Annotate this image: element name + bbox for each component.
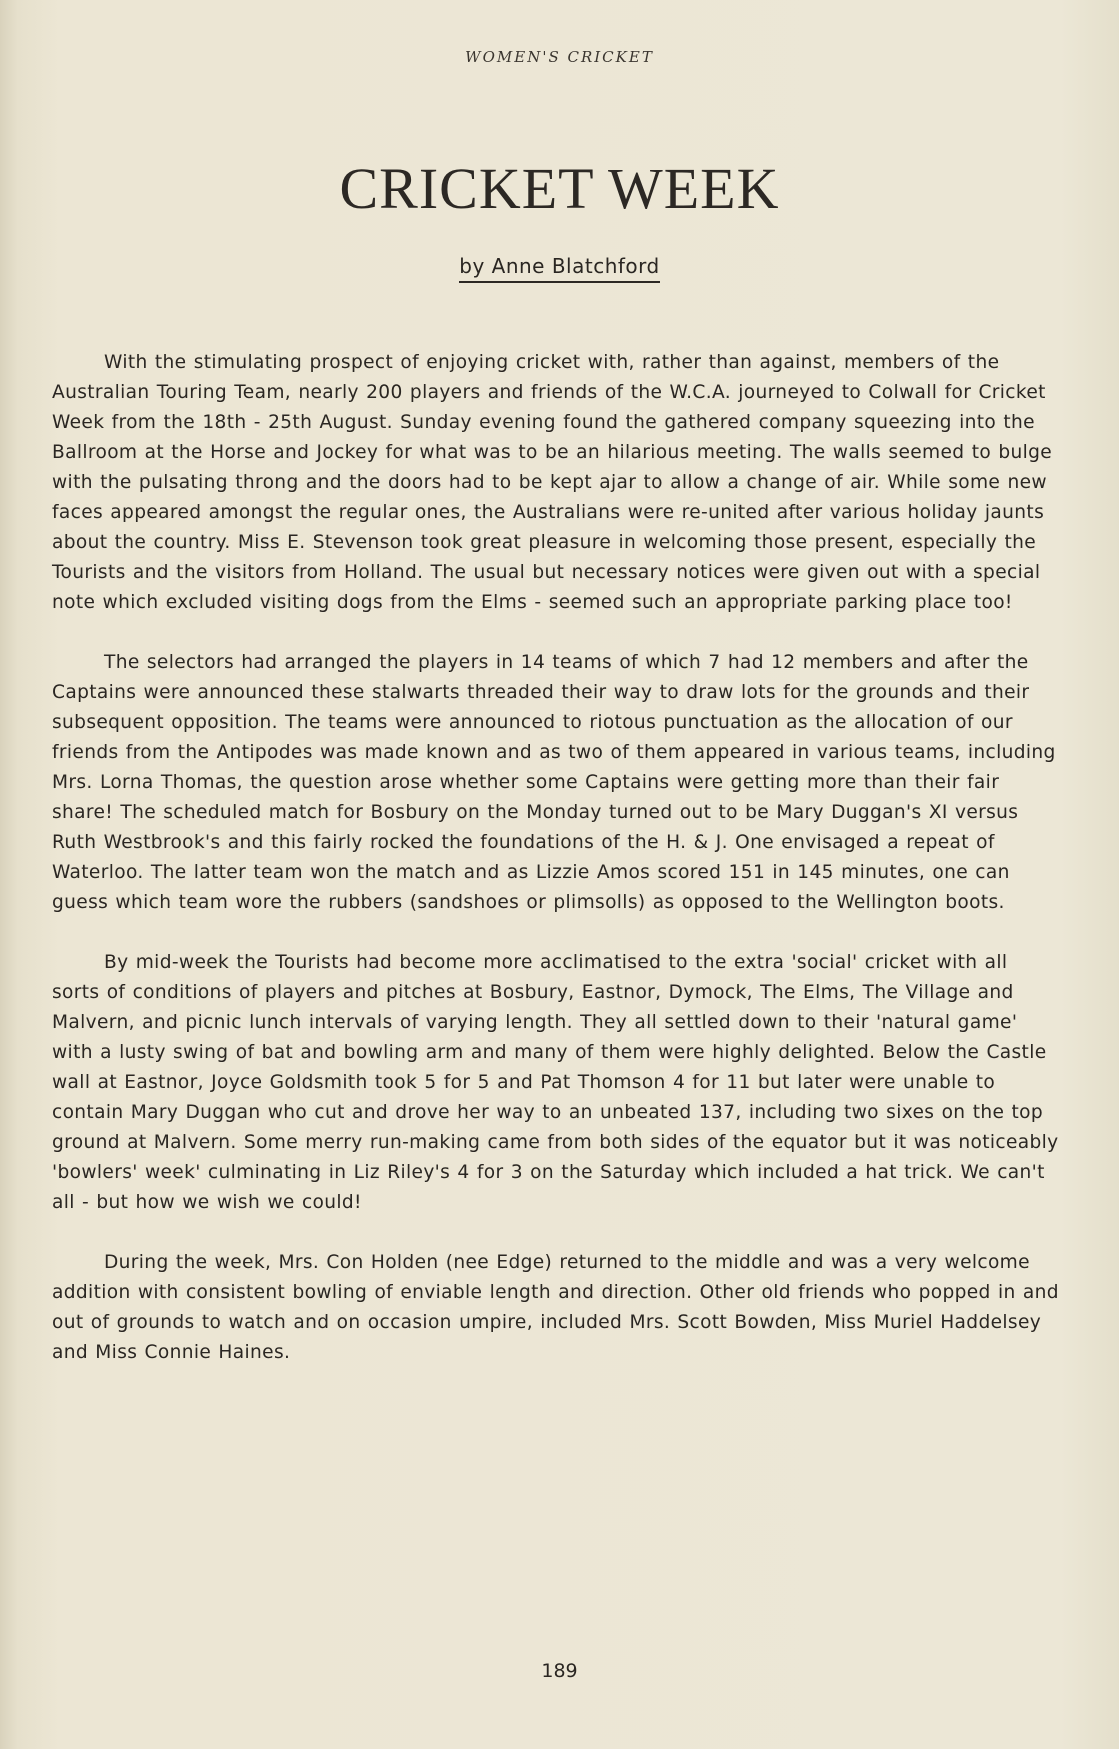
paragraph: By mid-week the Tourists had become more acclimatised to the extra 'social' cricket with all sorts of conditions of players and pitches at Bosbury, Eastnor, Dymock, The Elms, The Village and Malvern, and picnic lunch intervals of varying length. They all settled down to their 'natural game' with a lusty swing of bat and bowling arm and many of them were highly delighted. Below the Castle wall at Eastnor, Joyce Goldsmith took 5 for 5 and Pat Thomson 4 for 11 but later were unable to contain Mary Duggan who cut and drove her way to an unbeated 137, including two sixes on the top ground at Malvern. Some merry run-making came from both sides of the equator but it was noticeably 'bowlers' week' culminating in Liz Riley's 4 for 3 on the Saturday which included a hat trick. We can't all - but how we wish we could!	[52, 952, 1059, 1213]
paragraph: The selectors had arranged the players in 14 teams of which 7 had 12 members and after the Captains were announced these stalwarts threaded their way to draw lots for the grounds and their subsequent opposition. The teams were announced to riotous punctuation as the allocation of our friends from the Antipodes was made known and as two of them appeared in various teams, including Mrs. Lorna Thomas, the question arose whether some Captains were getting more than their fair share! The scheduled match for Bosbury on the Monday turned out to be Mary Duggan's XI versus Ruth Westbrook's and this fairly rocked the foundations of the H. & J. One envisaged a repeat of Waterloo. The latter team won the match and as Lizzie Amos scored 151 in 145 minutes, one can guess which team wore the rubbers (sandshoes or plimsolls) as opposed to the Wellington boots.	[52, 652, 1056, 913]
article-title: CRICKET WEEK	[339, 156, 780, 221]
byline-wrap	[0, 254, 1119, 283]
paragraph: During the week, Mrs. Con Holden (nee Edge) returned to the middle and was a very welcome addition with consistent bowling of enviable length and direction. Other old friends who popped in and out of grounds to watch and on occasion umpire, included Mrs. Scott Bowden, Miss Muriel Haddelsey and Miss Connie Haines.	[52, 1252, 1059, 1363]
page-number: 189	[541, 1660, 578, 1682]
running-head: WOMEN'S CRICKET	[465, 48, 654, 66]
byline: by Anne Blatchford	[459, 254, 659, 283]
article-body	[52, 348, 1062, 1398]
paragraph: With the stimulating prospect of enjoying cricket with, rather than against, members of the Australian Touring Team, nearly 200 players and friends of the W.C.A. journeyed to Colwall for Cricket Week from the 18th - 25th August. Sunday evening found the gathered company squeezing into the Ballroom at the Horse and Jockey for what was to be an hilarious meeting. The walls seemed to bulge with the pulsating throng and the doors had to be kept ajar to allow a change of air. While some new faces appeared amongst the regular ones, the Australians were re-united after various holiday jaunts about the country. Miss E. Stevenson took great pleasure in welcoming those present, especially the Tourists and the visitors from Holland. The usual but necessary notices were given out with a special note which excluded visiting dogs from the Elms - seemed such an appropriate parking place too!	[52, 352, 1053, 613]
